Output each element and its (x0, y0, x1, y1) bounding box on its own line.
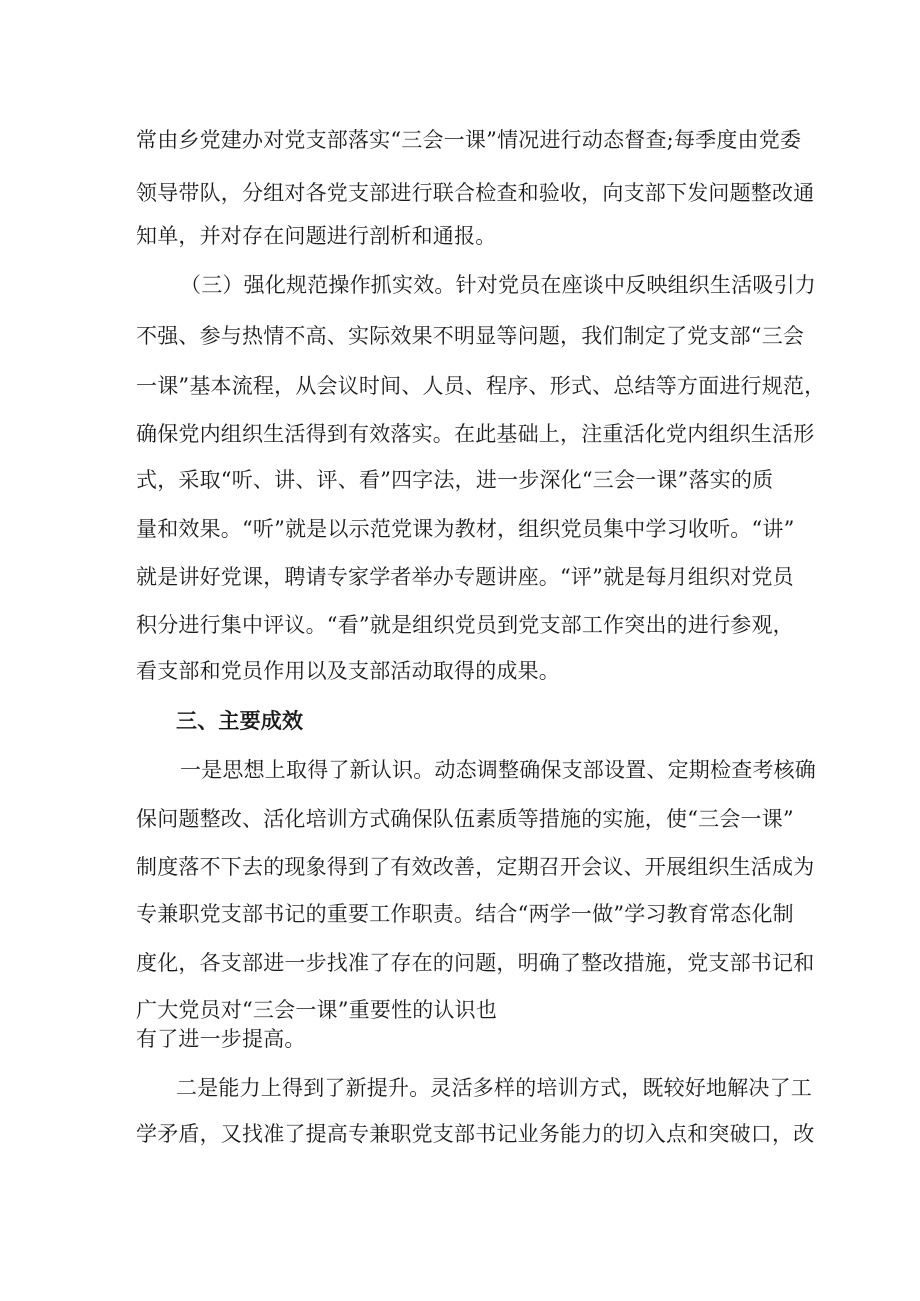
paragraph-line: 学矛盾，又找准了提高专兼职党支部书记业务能力的切入点和突破口，改 (136, 1122, 815, 1146)
paragraph-line: 式，采取“听、讲、评、看”四字法，进一步深化“三会一课”落实的质 (136, 468, 774, 492)
paragraph-line: 确保党内组织生活得到有效落实。在此基础上，注重活化党内组织生活形 (136, 422, 815, 446)
paragraph-line: 度化，各支部进一步找准了存在的问题，明确了整改措施，党支部书记和 (136, 951, 815, 975)
paragraph-line: （三）强化规范操作抓实效。针对党员在座谈中反映组织生活吸引力 (180, 273, 816, 297)
paragraph-line: 不强、参与热情不高、实际效果不明显等问题，我们制定了党支部“三会 (136, 324, 805, 348)
paragraph-line: 制度落不下去的现象得到了有效改善，定期召开会议、开展组织生活成为 (136, 855, 815, 879)
paragraph-line: 常由乡党建办对党支部落实“三会一课”情况进行动态督查;每季度由党委 (136, 128, 802, 152)
paragraph-line: 知单，并对存在问题进行剖析和通报。 (136, 224, 497, 248)
paragraph-line: 二是能力上得到了新提升。灵活多样的培训方式，既较好地解决了工 (176, 1076, 812, 1100)
paragraph-line: 看支部和党员作用以及支部活动取得的成果。 (136, 659, 560, 683)
paragraph-line: 广大党员对“三会一课”重要性的认识也 (136, 998, 498, 1022)
paragraph-line: 一是思想上取得了新认识。动态调整确保支部设置、定期检查考核确 (180, 758, 816, 782)
section-heading: 三、主要成效 (176, 708, 304, 733)
paragraph-line: 就是讲好党课，聘请专家学者举办专题讲座。“评”就是每月组织对党员 (136, 565, 794, 589)
paragraph-line: 有了进一步提高。 (136, 1027, 306, 1051)
paragraph-line: 保问题整改、活化培训方式确保队伍素质等措施的实施，使“三会一课” (136, 807, 794, 831)
paragraph-line: 专兼职党支部书记的重要工作职责。结合“两学一做”学习教育常态化制 (136, 902, 794, 926)
paragraph-line: 一课”基本流程，从会议时间、人员、程序、形式、总结等方面进行规范， (136, 374, 826, 398)
paragraph-line: 积分进行集中评议。“看”就是组织党员到党支部工作突出的进行参观， (136, 613, 794, 637)
paragraph-line: 量和效果。“听”就是以示范党课为教材，组织党员集中学习收听。“讲” (136, 517, 795, 541)
paragraph-line: 领导带队，分组对各党支部进行联合检查和验收，向支部下发问题整改通 (136, 181, 815, 205)
